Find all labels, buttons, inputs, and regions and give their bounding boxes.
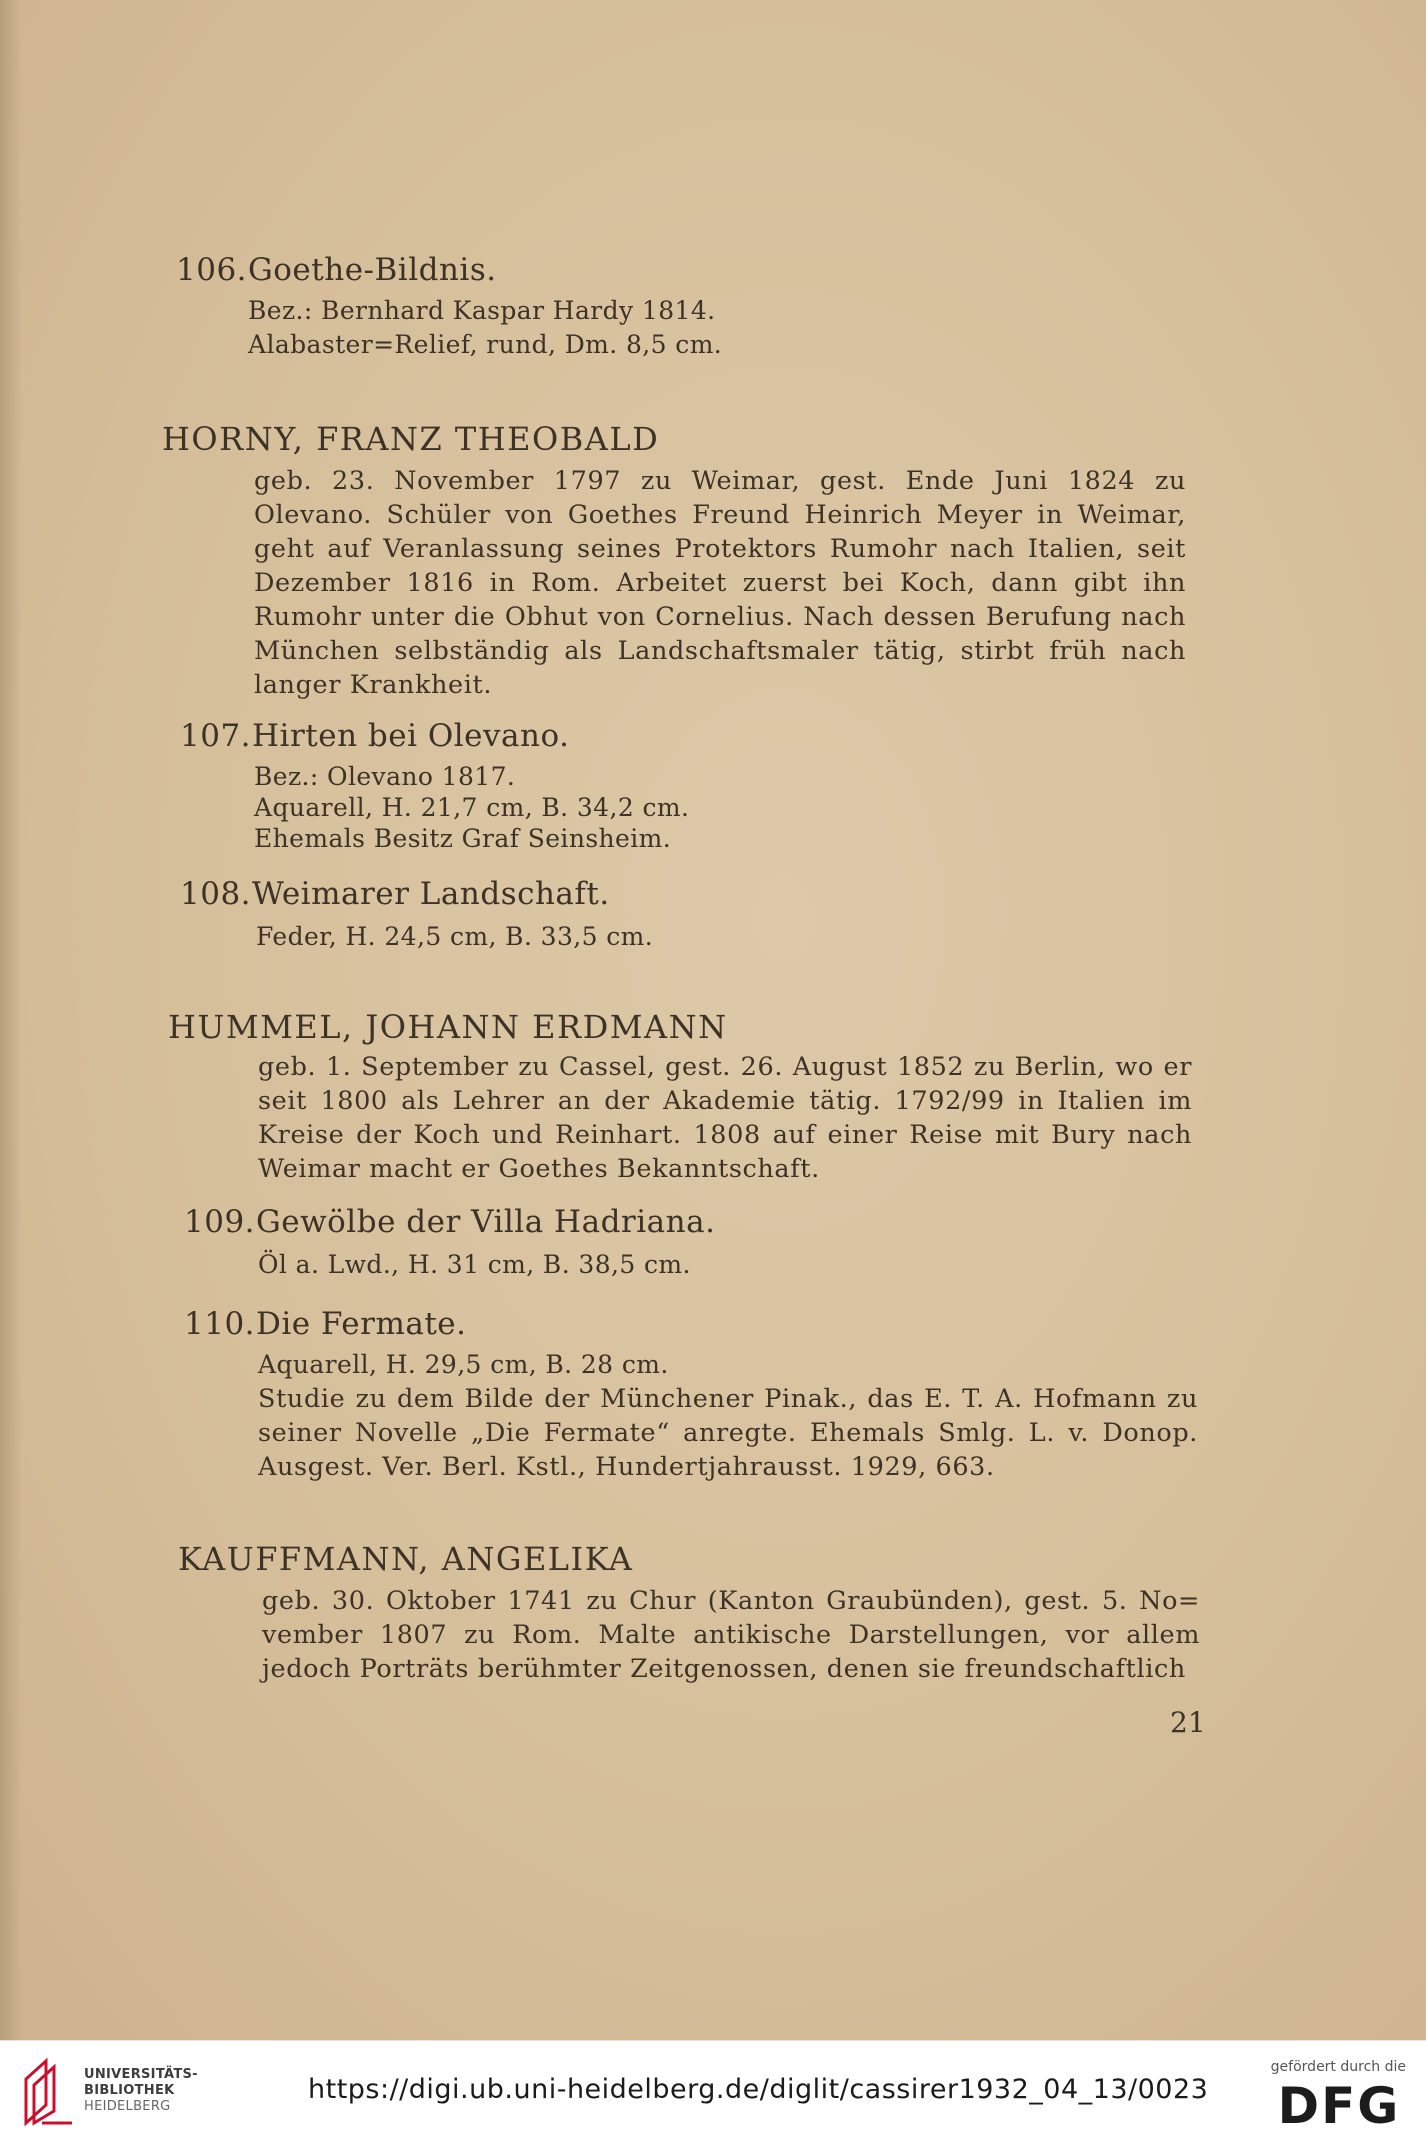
artist-bio-hummel: geb. 1. September zu Cassel, gest. 26. August 1852 zu Berlin, wo er seit 1800 als Lehrer an der Akademie tätig. 1792/99 in Italien im Kreise der Koch und Reinhart. 1808 auf einer Reise mit Bury nach Weimar macht er Goethes Bekanntschaft. [258,1052,1192,1184]
entry-109-title [184,1204,715,1240]
entry-title-text: Weimarer Landschaft. [252,876,610,912]
entry-title-text: Hirten bei Olevano. [252,718,570,754]
university-library-logo-icon [20,2055,78,2127]
entry-title-text: Gewölbe der Villa Hadriana. [256,1204,716,1240]
dfg-logo-text: DFG [1277,2079,1401,2129]
entry-number: 109. [184,1204,256,1240]
library-name [84,2067,198,2115]
entry-number: 110. [184,1306,256,1342]
entry-number: 108. [180,876,252,912]
permalink-url[interactable]: https://digi.ub.uni-heidelberg.de/diglit/cassirer1932_04_13/0023 [308,2074,1209,2105]
entry-title-text: Die Fermate. [256,1306,467,1342]
library-name-line-3: HEIDELBERG [84,2099,171,2114]
entry-number: 106. [176,252,248,288]
entry-107-line-3: Ehemals Besitz Graf Seinsheim. [254,824,672,853]
entry-108-title [180,876,610,912]
artist-bio-kauffmann: geb. 30. Oktober 1741 zu Chur (Kanton Graubünden), gest. 5. No= vember 1807 zu Rom. Malte antikische Darstellungen, vor allem jedoch Porträts berühmter Zeitgenossen, denen sie freundschaftlich [262,1586,1200,1684]
entry-106-title [176,252,497,288]
entry-110-title [184,1306,466,1342]
viewer-footer-bar [0,2040,1426,2143]
entry-110-note: Studie zu dem Bilde der Münchener Pinak., das E. T. A. Hofmann zu seiner Novelle „Die Fermate“ anregte. Ehemals Smlg. L. v. Donop. Ausgest. Ver. Berl. Kstl., Hundertjahrausst. 1929, 663. [258,1384,1198,1482]
entry-107-title [180,718,569,754]
entry-106-line-2: Alabaster=Relief, rund, Dm. 8,5 cm. [248,330,723,359]
artist-heading-kauffmann: KAUFFMANN, ANGELIKA [178,1540,634,1578]
entry-108-line-1: Feder, H. 24,5 cm, B. 33,5 cm. [256,922,654,951]
funder-label: gefördert durch die [1270,2059,1406,2075]
entry-number: 107. [180,718,252,754]
library-name-line-1: UNIVERSITÄTS- [84,2067,198,2082]
entry-107-line-1: Bez.: Olevano 1817. [254,762,516,791]
artist-heading-horny: HORNY, FRANZ THEOBALD [162,420,660,458]
dfg-logo-icon [1272,2079,1406,2129]
entry-107-line-2: Aquarell, H. 21,7 cm, B. 34,2 cm. [254,793,690,822]
entry-109-line-1: Öl a. Lwd., H. 31 cm, B. 38,5 cm. [258,1250,691,1279]
artist-heading-hummel: HUMMEL, JOHANN ERDMANN [168,1008,728,1046]
entry-110-line-1: Aquarell, H. 29,5 cm, B. 28 cm. [258,1350,669,1379]
entry-title-text: Goethe-Bildnis. [248,252,497,288]
page-number: 21 [1170,1706,1206,1739]
library-name-line-2: BIBLIOTHEK [84,2083,175,2098]
entry-106-line-1: Bez.: Bernhard Kaspar Hardy 1814. [248,296,716,325]
artist-bio-horny: geb. 23. November 1797 zu Weimar, gest. Ende Juni 1824 zu Olevano. Schüler von Goethes Freund Heinrich Meyer in Weimar, geht auf Veranlassung seines Protektors Rumohr nach Italien, seit Dezember 1816 in Rom. Arbeitet zuerst bei Koch, dann gibt ihn Rumohr unter die Obhut von Cornelius. Nach dessen Berufung nach München selbständig als Landschaftsmaler tätig, stirbt früh nach langer Krankheit. [254,466,1186,700]
